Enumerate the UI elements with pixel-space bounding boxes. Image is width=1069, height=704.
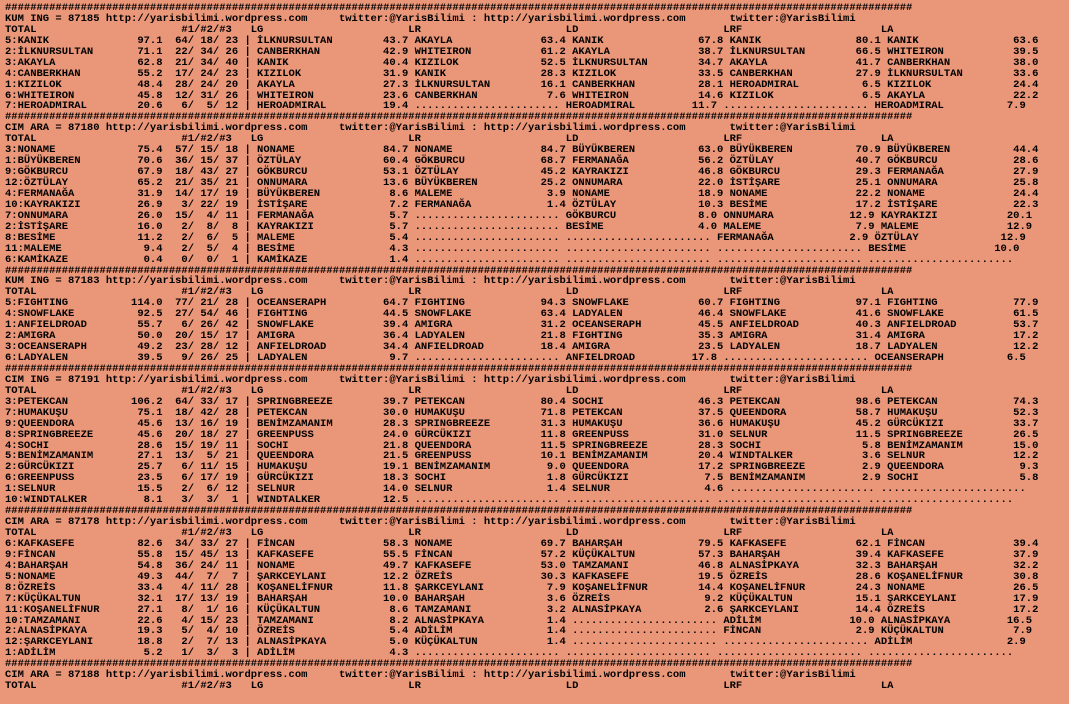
horse-row: 4:SNOWFLAKE 92.5 27/ 54/ 46 | FIGHTING 44.5 SNOWFLAKE 63.4 LADYALEN 46.4 SNOWFLAKE 41.6 SNOWFLAKE 61.5 bbox=[5, 308, 1039, 321]
column-header: TOTAL #1/#2/#3 LG LR LD LRF LA bbox=[5, 680, 894, 693]
race-header: CIM ARA = 87188 http://yarisbilimi.wordpress.com twitter:@YarisBilimi : http://yarisbilimi.wordpress.com twitter:@YarisBilimi bbox=[5, 669, 856, 682]
separator-line: ################################################################################################################################################ bbox=[5, 264, 913, 277]
column-header: TOTAL #1/#2/#3 LG LR LD LRF LA bbox=[5, 133, 894, 146]
horse-row: 10:KAYRAKIZI 26.9 3/ 22/ 19 | İSTİŞARE 7.2 FERMANAĞA 1.4 ÖZTÜLAY 10.3 BESİME 17.2 İSTİŞARE 22.3 bbox=[5, 198, 1039, 211]
separator-line: ################################################################################################################################################ bbox=[5, 111, 913, 124]
horse-row: 8:BESİME 11.2 2/ 6/ 5 | MALEME 5.4 ....................... ....................... FERMANAĞA 2.9 ÖZTÜLAY 12.9 bbox=[5, 231, 1026, 244]
horse-row: 5:KANIK 97.1 64/ 18/ 23 | İLKNURSULTAN 43.7 AKAYLA 63.4 KANIK 67.8 KANIK 80.1 KANIK 63.6 bbox=[5, 34, 1039, 47]
horse-row: 11:KOŞANELİFNUR 27.1 8/ 1/ 16 | KÜÇÜKALTUN 8.6 TAMZAMANI 3.2 ALNASİPKAYA 2.6 ŞARKCEYLANI 14.4 ÖZREİS 17.2 bbox=[5, 603, 1039, 616]
separator-line: ################################################################################################################################################ bbox=[5, 2, 913, 14]
horse-row: 2:AMIGRA 50.0 20/ 15/ 17 | AMIGRA 36.4 LADYALEN 21.8 FIGHTING 35.3 AMIGRA 31.4 AMIGRA 17.2 bbox=[5, 330, 1039, 343]
horse-row: 10:TAMZAMANI 22.6 4/ 15/ 23 | TAMZAMANI 8.2 ALNASİPKAYA 1.4 ....................... ADİLİM 10.0 ALNASİPKAYA 16.5 bbox=[5, 614, 1033, 627]
horse-row: 9:GÖKBURCU 67.9 18/ 43/ 27 | GÖKBURCU 53.1 ÖZTÜLAY 45.2 KAYRAKIZI 46.8 GÖKBURCU 29.3 FERMANAĞA 27.9 bbox=[5, 166, 1039, 179]
race-header: KUM ING = 87183 http://yarisbilimi.wordpress.com twitter:@YarisBilimi : http://yarisbilimi.wordpress.com twitter:@YarisBilimi bbox=[5, 275, 856, 288]
horse-row: 5:FIGHTING 114.0 77/ 21/ 28 | OCEANSERAPH 64.7 FIGHTING 94.3 SNOWFLAKE 60.7 FIGHTING 97.1 FIGHTING 77.9 bbox=[5, 297, 1039, 310]
race-header: CIM ARA = 87180 http://yarisbilimi.wordpress.com twitter:@YarisBilimi : http://yarisbilimi.wordpress.com twitter:@YarisBilimi bbox=[5, 122, 856, 135]
horse-row: 6:KAMİKAZE 0.4 0/ 0/ 1 | KAMİKAZE 1.4 ....................... ....................... ....................... ....................... bbox=[5, 253, 1014, 266]
horse-row: 2:İSTİŞARE 16.0 2/ 8/ 8 | KAYRAKIZI 5.7 ....................... BESİME 4.0 MALEME 7.9 MALEME 12.9 bbox=[5, 220, 1033, 233]
race-header: CIM ARA = 87178 http://yarisbilimi.wordpress.com twitter:@YarisBilimi : http://yarisbilimi.wordpress.com twitter:@YarisBilimi bbox=[5, 516, 856, 529]
horse-row: 4:SOCHI 28.6 15/ 19/ 11 | SOCHI 21.8 QUEENDORA 11.5 SPRINGBREEZE 28.3 SOCHI 5.8 BENİMZAMANIM 15.0 bbox=[5, 439, 1039, 452]
horse-row: 7:ONNUMARA 26.0 15/ 4/ 11 | FERMANAĞA 5.7 ....................... GÖKBURCU 8.0 ONNUMARA 12.9 KAYRAKIZI 20.1 bbox=[5, 209, 1033, 222]
column-header: TOTAL #1/#2/#3 LG LR LD LRF LA bbox=[5, 527, 894, 539]
horse-row: 1:KIZILOK 48.4 28/ 24/ 20 | AKAYLA 27.3 İLKNURSULTAN 16.1 CANBERKHAN 28.1 HEROADMIRAL 6.5 KIZILOK 24.4 bbox=[5, 78, 1039, 91]
horse-row: 4:BAHARŞAH 54.8 36/ 24/ 11 | NONAME 49.7 KAFKASEFE 53.0 TAMZAMANI 46.8 ALNASİPKAYA 32.3 BAHARŞAH 32.2 bbox=[5, 559, 1039, 572]
horse-row: 8:SPRINGBREEZE 45.6 20/ 18/ 27 | GREENPUSS 24.0 GÜRCÜKIZI 11.8 GREENPUSS 31.0 SELNUR 11.5 SPRINGBREEZE 26.5 bbox=[5, 428, 1039, 441]
race-header: CIM ING = 87191 http://yarisbilimi.wordpress.com twitter:@YarisBilimi : http://yarisbilimi.wordpress.com twitter:@YarisBilimi bbox=[5, 373, 856, 386]
race-header: KUM ING = 87185 http://yarisbilimi.wordpress.com twitter:@YarisBilimi : http://yarisbilimi.wordpress.com twitter:@YarisBilimi bbox=[5, 12, 856, 25]
horse-row: 2:ALNASİPKAYA 19.3 5/ 4/ 10 | ÖZREİS 5.4 ADİLİM 1.4 ....................... FİNCAN 2.9 KÜÇÜKALTUN 7.9 bbox=[5, 625, 1033, 638]
horse-row: 6:LADYALEN 39.5 9/ 26/ 25 | LADYALEN 9.7 ....................... ANFIELDROAD 17.8 ....................... OCEANSERAPH 6.5 bbox=[5, 352, 1026, 364]
horse-row: 4:CANBERKHAN 55.2 17/ 24/ 23 | KIZILOK 31.9 KANIK 28.3 KIZILOK 33.5 CANBERKHAN 27.9 İLKNURSULTAN 33.6 bbox=[5, 67, 1039, 80]
horse-row: 1:ADİLİM 5.2 1/ 3/ 3 | ADİLİM 4.3 ....................... ....................... ....................... ....................... bbox=[5, 647, 1014, 660]
horse-row: 5:NONAME 49.3 44/ 7/ 7 | ŞARKCEYLANI 12.2 ÖZREİS 30.3 KAFKASEFE 19.5 ÖZREİS 28.6 KOŞANELİFNUR 30.8 bbox=[5, 570, 1039, 583]
horse-row: 6:KAFKASEFE 82.6 34/ 33/ 27 | FİNCAN 58.3 NONAME 69.7 BAHARŞAH 79.5 KAFKASEFE 62.1 FİNCAN 39.4 bbox=[5, 537, 1039, 550]
horse-row: 1:ANFIELDROAD 55.7 6/ 26/ 42 | SNOWFLAKE 39.4 AMIGRA 31.2 OCEANSERAPH 45.5 ANFIELDROAD 40.3 ANFIELDROAD 53.7 bbox=[5, 319, 1039, 332]
horse-row: 11:MALEME 9.4 2/ 5/ 4 | BESİME 4.3 ....................... ....................... ....................... BESİME 10.0 bbox=[5, 242, 1020, 255]
horse-row: 6:GREENPUSS 23.5 6/ 17/ 19 | GÜRCÜKIZI 18.3 SOCHI 1.8 GÜRCÜKIZI 7.5 BENİMZAMANIM 2.9 SOCHI 5.8 bbox=[5, 472, 1039, 485]
horse-row: 7:HEROADMIRAL 20.6 6/ 5/ 12 | HEROADMIRAL 19.4 ....................... HEROADMIRAL 11.7 ....................... HEROADMIRAL 7.9 bbox=[5, 100, 1026, 113]
horse-row: 9:QUEENDORA 45.6 13/ 16/ 19 | BENİMZAMANIM 28.3 SPRINGBREEZE 31.3 HUMAKUŞU 36.6 HUMAKUŞU 45.2 GÜRCÜKIZI 33.7 bbox=[5, 417, 1039, 430]
race-stats-sheet bbox=[5, 3, 1038, 692]
horse-row: 3:OCEANSERAPH 49.2 23/ 28/ 12 | ANFIELDROAD 34.4 ANFIELDROAD 18.4 AMIGRA 23.5 LADYALEN 18.7 LADYALEN 12.2 bbox=[5, 341, 1039, 354]
separator-line: ################################################################################################################################################ bbox=[5, 658, 913, 671]
separator-line: ################################################################################################################################################ bbox=[5, 505, 913, 518]
horse-row: 5:BENİMZAMANIM 27.1 13/ 5/ 21 | QUEENDORA 21.5 GREENPUSS 10.1 BENİMZAMANIM 20.4 WINDTALKER 3.6 SELNUR 12.2 bbox=[5, 450, 1039, 463]
horse-row: 2:GÜRCÜKIZI 25.7 6/ 11/ 15 | HUMAKUŞU 19.1 BENİMZAMANIM 9.0 QUEENDORA 17.2 SPRINGBREEZE 2.9 QUEENDORA 9.3 bbox=[5, 461, 1039, 474]
horse-row: 3:NONAME 75.4 57/ 15/ 18 | NONAME 84.7 NONAME 84.7 BÜYÜKBEREN 63.0 BÜYÜKBEREN 70.9 BÜYÜKBEREN 44.4 bbox=[5, 144, 1039, 157]
horse-row: 9:FİNCAN 55.8 15/ 45/ 13 | KAFKASEFE 55.5 FİNCAN 57.2 KÜÇÜKALTUN 57.3 BAHARŞAH 39.4 KAFKASEFE 37.9 bbox=[5, 548, 1039, 561]
horse-row: 4:FERMANAĞA 31.9 14/ 17/ 19 | BÜYÜKBEREN 8.6 MALEME 3.9 NONAME 18.9 NONAME 22.2 NONAME 24.4 bbox=[5, 187, 1039, 200]
separator-line: ################################################################################################################################################ bbox=[5, 362, 913, 375]
column-header: TOTAL #1/#2/#3 LG LR LD LRF LA bbox=[5, 286, 894, 299]
horse-row: 3:PETEKCAN 106.2 64/ 33/ 17 | SPRINGBREEZE 39.7 PETEKCAN 80.4 SOCHI 46.3 PETEKCAN 98.6 PETEKCAN 74.3 bbox=[5, 395, 1039, 408]
horse-row: 1:BÜYÜKBEREN 70.6 36/ 15/ 37 | ÖZTÜLAY 60.4 GÖKBURCU 68.7 FERMANAĞA 56.2 ÖZTÜLAY 40.7 GÖKBURCU 28.6 bbox=[5, 155, 1039, 168]
column-header: TOTAL #1/#2/#3 LG LR LD LRF LA bbox=[5, 384, 894, 397]
horse-row: 12:ÖZTÜLAY 65.2 21/ 35/ 21 | ONNUMARA 13.6 BÜYÜKBEREN 25.2 ONNUMARA 22.0 İSTİŞARE 25.1 ONNUMARA 25.8 bbox=[5, 177, 1039, 189]
horse-row: 3:AKAYLA 62.8 21/ 34/ 40 | KANIK 40.4 KIZILOK 52.5 İLKNURSULTAN 34.7 AKAYLA 41.7 CANBERKHAN 38.0 bbox=[5, 56, 1039, 69]
horse-row: 2:İLKNURSULTAN 71.1 22/ 34/ 26 | CANBERKHAN 42.9 WHITEIRON 61.2 AKAYLA 38.7 İLKNURSULTAN 66.5 WHITEIRON 39.5 bbox=[5, 45, 1039, 58]
column-header: TOTAL #1/#2/#3 LG LR LD LRF LA bbox=[5, 23, 894, 36]
horse-row: 7:KÜÇÜKALTUN 32.1 17/ 13/ 19 | BAHARŞAH 10.0 BAHARŞAH 3.6 ÖZREİS 9.2 KÜÇÜKALTUN 15.1 ŞARKCEYLANI 17.9 bbox=[5, 592, 1039, 605]
horse-row: 1:SELNUR 15.5 2/ 6/ 12 | SELNUR 14.0 SELNUR 1.4 SELNUR 4.6 ....................... ....................... bbox=[5, 483, 1026, 496]
horse-row: 6:WHITEIRON 45.8 12/ 31/ 26 | WHITEIRON 23.6 CANBERKHAN 7.6 WHITEIRON 14.6 KIZILOK 6.5 AKAYLA 22.2 bbox=[5, 89, 1039, 102]
horse-row: 7:HUMAKUŞU 75.1 18/ 42/ 28 | PETEKCAN 30.0 HUMAKUŞU 71.8 PETEKCAN 37.5 QUEENDORA 58.7 HUMAKUŞU 52.3 bbox=[5, 406, 1039, 419]
horse-row: 12:ŞARKCEYLANI 18.8 2/ 7/ 13 | ALNASİPKAYA 5.0 KÜÇÜKALTUN 1.4 ....................... ....................... ADİLİM 2.9 bbox=[5, 636, 1026, 649]
horse-row: 10:WINDTALKER 8.1 3/ 3/ 1 | WINDTALKER 12.5 ....................... ....................... ....................... ....................... bbox=[5, 494, 1014, 507]
horse-row: 8:ÖZREİS 33.4 4/ 11/ 28 | KOŞANELİFNUR 11.8 ŞARKCEYLANI 7.9 KOŞANELİFNUR 14.4 KOŞANELİFNUR 24.3 NONAME 26.5 bbox=[5, 581, 1039, 594]
